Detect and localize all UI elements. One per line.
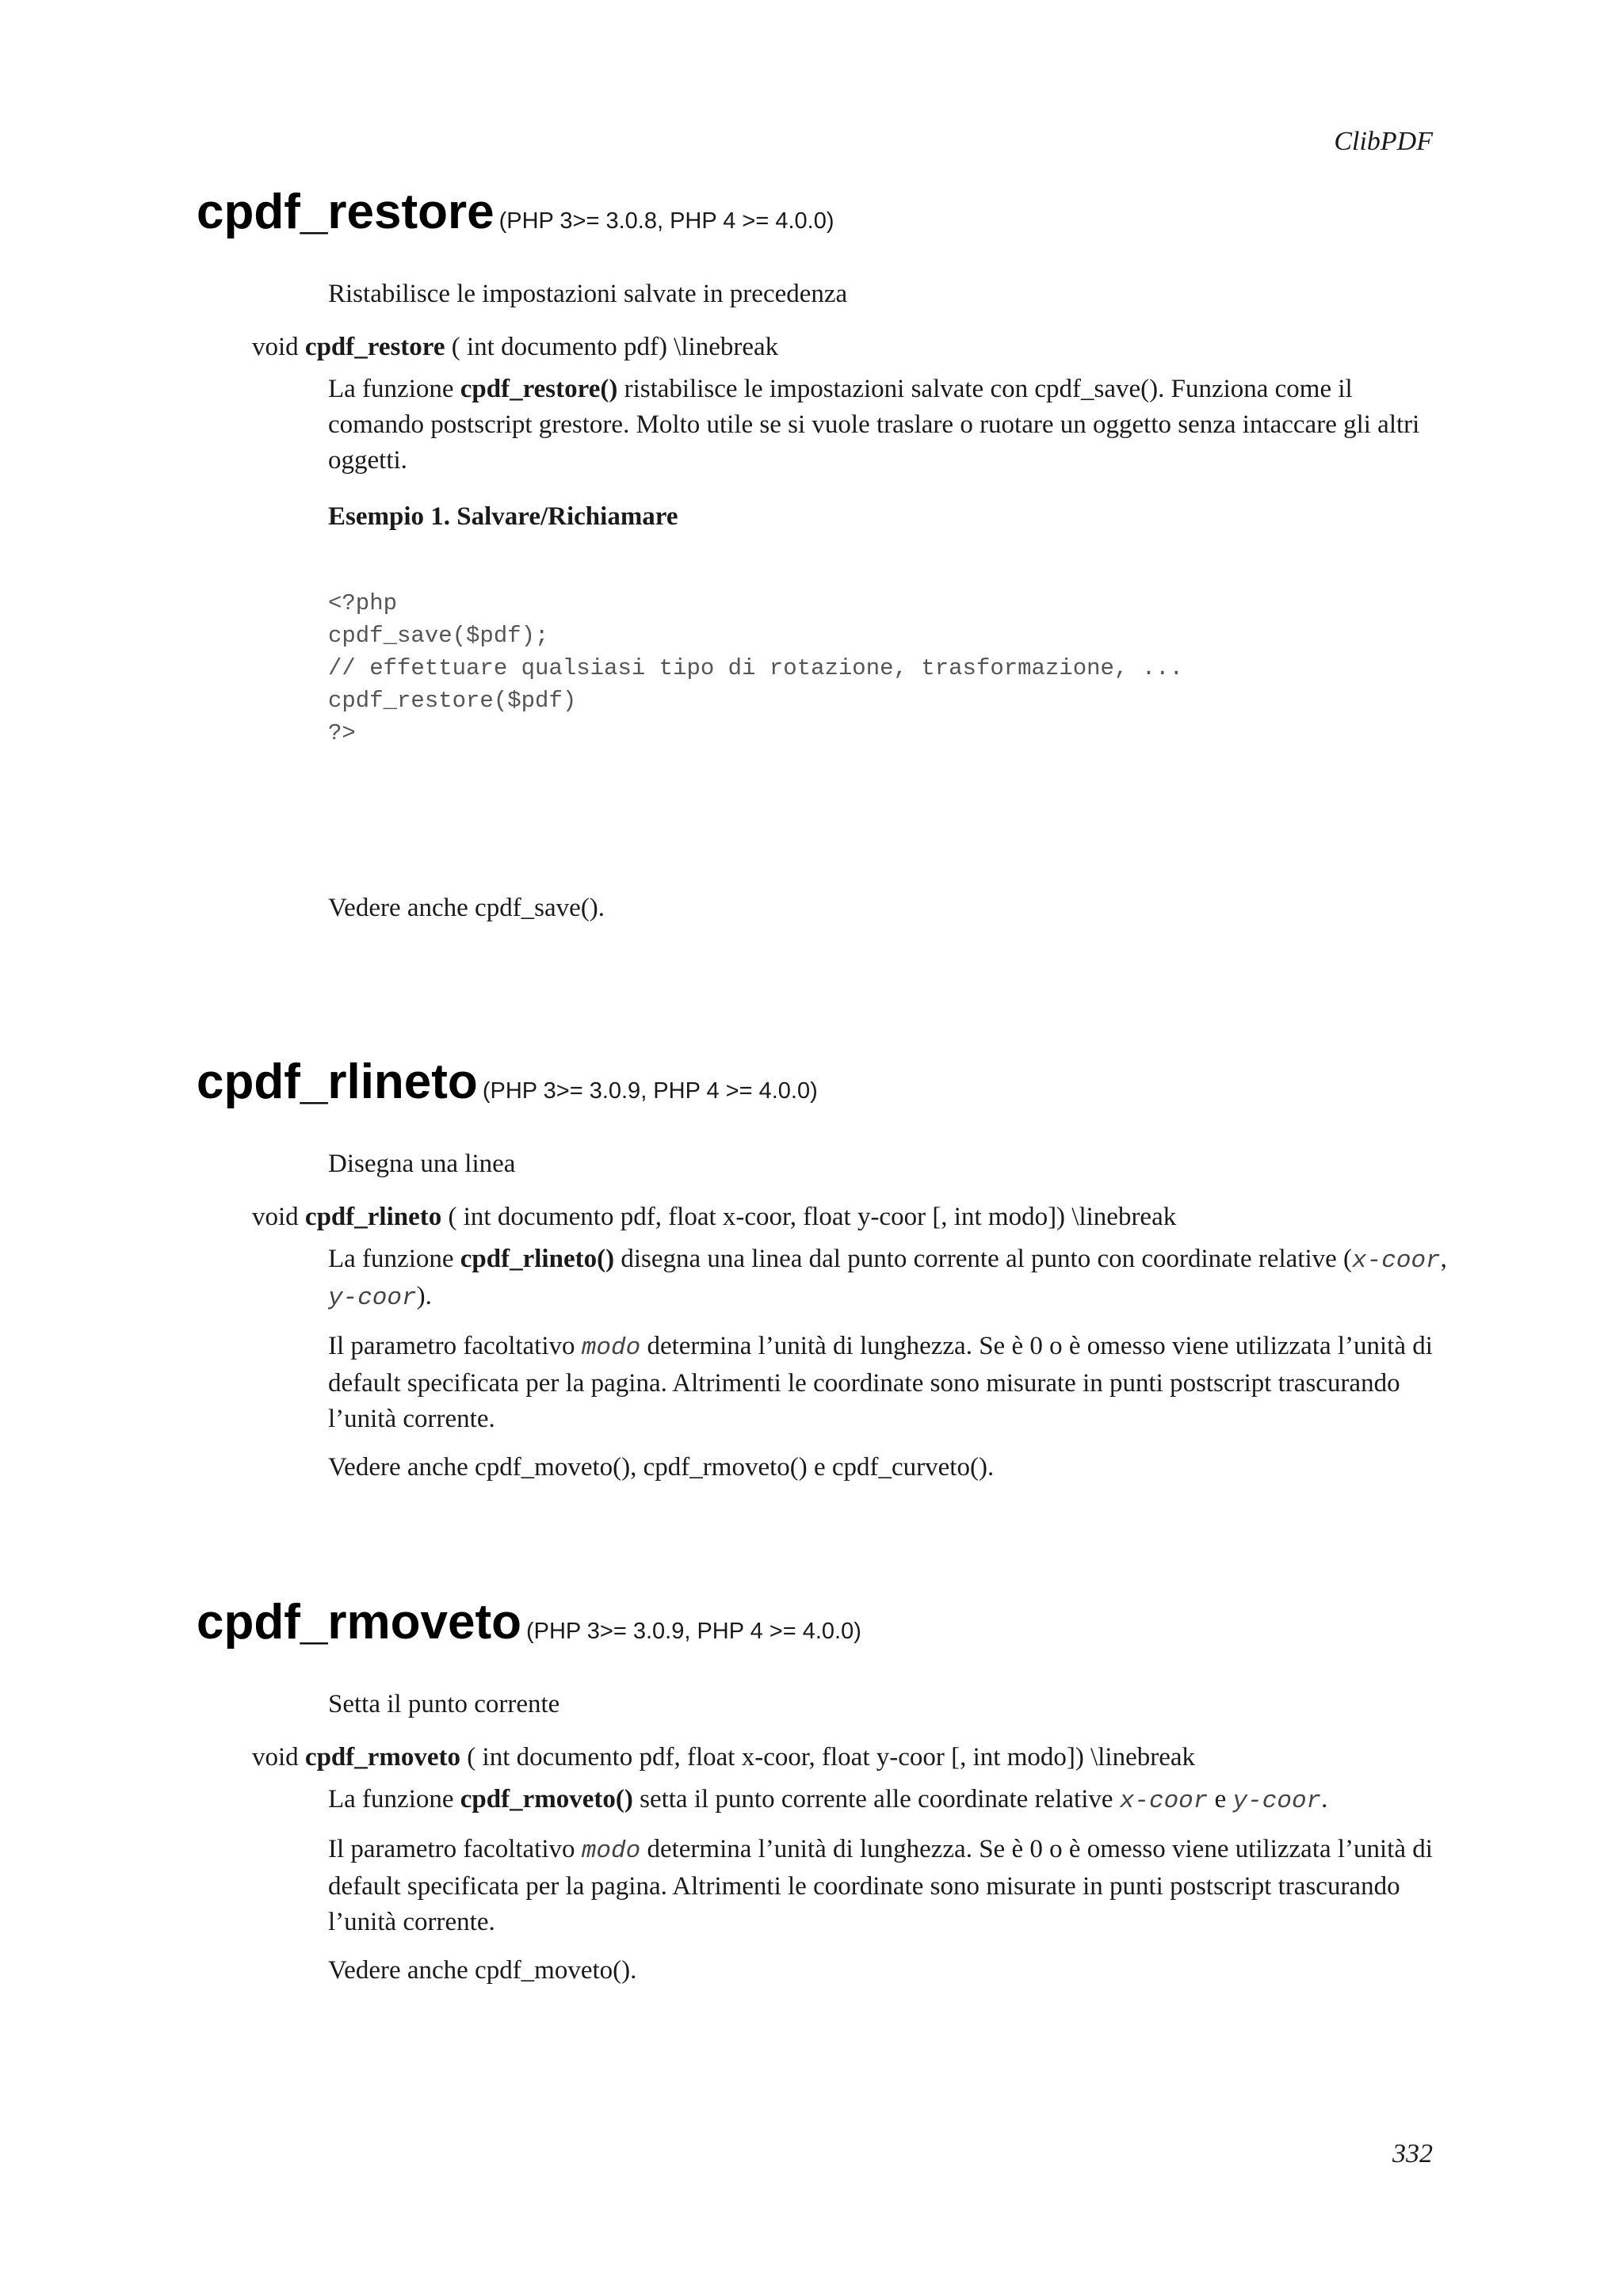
purpose-text: Setta il punto corrente <box>328 1690 560 1718</box>
running-header: ClibPDF <box>1334 127 1433 156</box>
parameter-ref: modo <box>581 1837 641 1865</box>
version-info: (PHP 3>= 3.0.8, PHP 4 >= 4.0.0) <box>498 208 834 234</box>
see-also: Vedere anche cpdf_save(). <box>328 894 605 922</box>
parameter-ref: modo <box>581 1334 641 1362</box>
text-run: Il parametro facoltativo <box>328 1835 582 1863</box>
text-run: determina l’unità di lunghezza. Se è 0 o è omesso viene utilizzata l’unità di default specificata per la pagina. Altrimenti le coordinate sono misurate in punti postscript trascurando l’unità corrente. <box>328 1332 1433 1433</box>
parameter-ref: x-coor <box>1119 1787 1209 1815</box>
text-run: . <box>1321 1785 1328 1814</box>
version-info: (PHP 3>= 3.0.9, PHP 4 >= 4.0.0) <box>482 1078 818 1104</box>
function-synopsis <box>252 333 1441 362</box>
text-run: La funzione <box>328 1245 460 1273</box>
page-number: 332 <box>1392 2139 1433 2168</box>
function-synopsis <box>252 1203 1441 1232</box>
version-info: (PHP 3>= 3.0.9, PHP 4 >= 4.0.0) <box>525 1619 861 1644</box>
example-title: Esempio 1. Salvare/Richiamare <box>328 502 678 531</box>
function-ref: cpdf_restore() <box>460 375 618 403</box>
function-name: cpdf_restore <box>197 185 495 239</box>
return-type: void <box>252 1743 305 1772</box>
description-paragraph <box>328 1832 1453 1940</box>
text-run: , <box>1440 1245 1447 1273</box>
description <box>328 372 1453 926</box>
description <box>328 1241 1453 1486</box>
synopsis-args: ( int documento pdf, float x-coor, float y-coor [, int modo]) \linebreak <box>460 1743 1196 1772</box>
code-example: <?php cpdf_save($pdf); // effettuare qualsiasi tipo di rotazione, trasformazione, ... cpdf_restore($pdf) ?> <box>328 590 1183 746</box>
description-paragraph <box>328 1782 1453 1819</box>
see-also: Vedere anche cpdf_moveto(), cpdf_rmoveto() e cpdf_curveto(). <box>328 1453 995 1482</box>
section-title <box>197 1594 1441 1650</box>
function-ref: cpdf_rmoveto() <box>460 1785 633 1814</box>
section-cpdf-restore <box>197 184 1441 939</box>
section-cpdf-rlineto <box>197 1054 1447 1498</box>
parameter-ref: y-coor <box>1232 1787 1322 1815</box>
parameter-ref: x-coor <box>1352 1247 1441 1275</box>
purpose-text: Disegna una linea <box>328 1150 516 1178</box>
function-name: cpdf_rlineto <box>197 1055 478 1109</box>
text-run: e <box>1208 1785 1233 1814</box>
synopsis-args: ( int documento pdf) \linebreak <box>445 333 779 361</box>
synopsis-function-name: cpdf_rlineto <box>304 1203 442 1231</box>
function-ref: cpdf_rlineto() <box>460 1245 615 1273</box>
return-type: void <box>252 333 305 361</box>
function-synopsis <box>252 1743 1441 1772</box>
text-run: ristabilisce le impostazioni salvate con cpdf_save(). Funziona come il comando postscript grestore. Molto utile se si vuole traslare o ruotare un oggetto senza intaccare gli altri oggetti. <box>328 375 1420 475</box>
synopsis-function-name: cpdf_rmoveto <box>304 1743 461 1772</box>
text-run: La funzione <box>328 1785 460 1814</box>
synopsis-function-name: cpdf_restore <box>304 333 445 361</box>
see-also: Vedere anche cpdf_moveto(). <box>328 1956 637 1985</box>
section-cpdf-rmoveto <box>197 1594 1441 2001</box>
text-run: ). <box>416 1282 432 1310</box>
parameter-ref: y-coor <box>328 1284 417 1312</box>
description-paragraph <box>328 372 1453 479</box>
description-paragraph <box>328 1241 1453 1316</box>
text-run: La funzione <box>328 375 460 403</box>
description <box>328 1782 1453 1989</box>
return-type: void <box>252 1203 305 1231</box>
section-title <box>197 1054 1441 1110</box>
text-run: Il parametro facoltativo <box>328 1332 582 1360</box>
synopsis-args: ( int documento pdf, float x-coor, float y-coor [, int modo]) \linebreak <box>441 1203 1177 1231</box>
function-name: cpdf_rmoveto <box>197 1595 521 1650</box>
description-paragraph <box>328 1329 1453 1437</box>
text-run: setta il punto corrente alle coordinate relative <box>632 1785 1120 1814</box>
text-run: disegna una linea dal punto corrente al punto con coordinate relative ( <box>614 1245 1353 1273</box>
section-title <box>197 184 1441 240</box>
purpose-text: Ristabilisce le impostazioni salvate in precedenza <box>328 280 848 308</box>
text-run: determina l’unità di lunghezza. Se è 0 o è omesso viene utilizzata l’unità di default specificata per la pagina. Altrimenti le coordinate sono misurate in punti postscript trascurando l’unità corrente. <box>328 1835 1433 1936</box>
